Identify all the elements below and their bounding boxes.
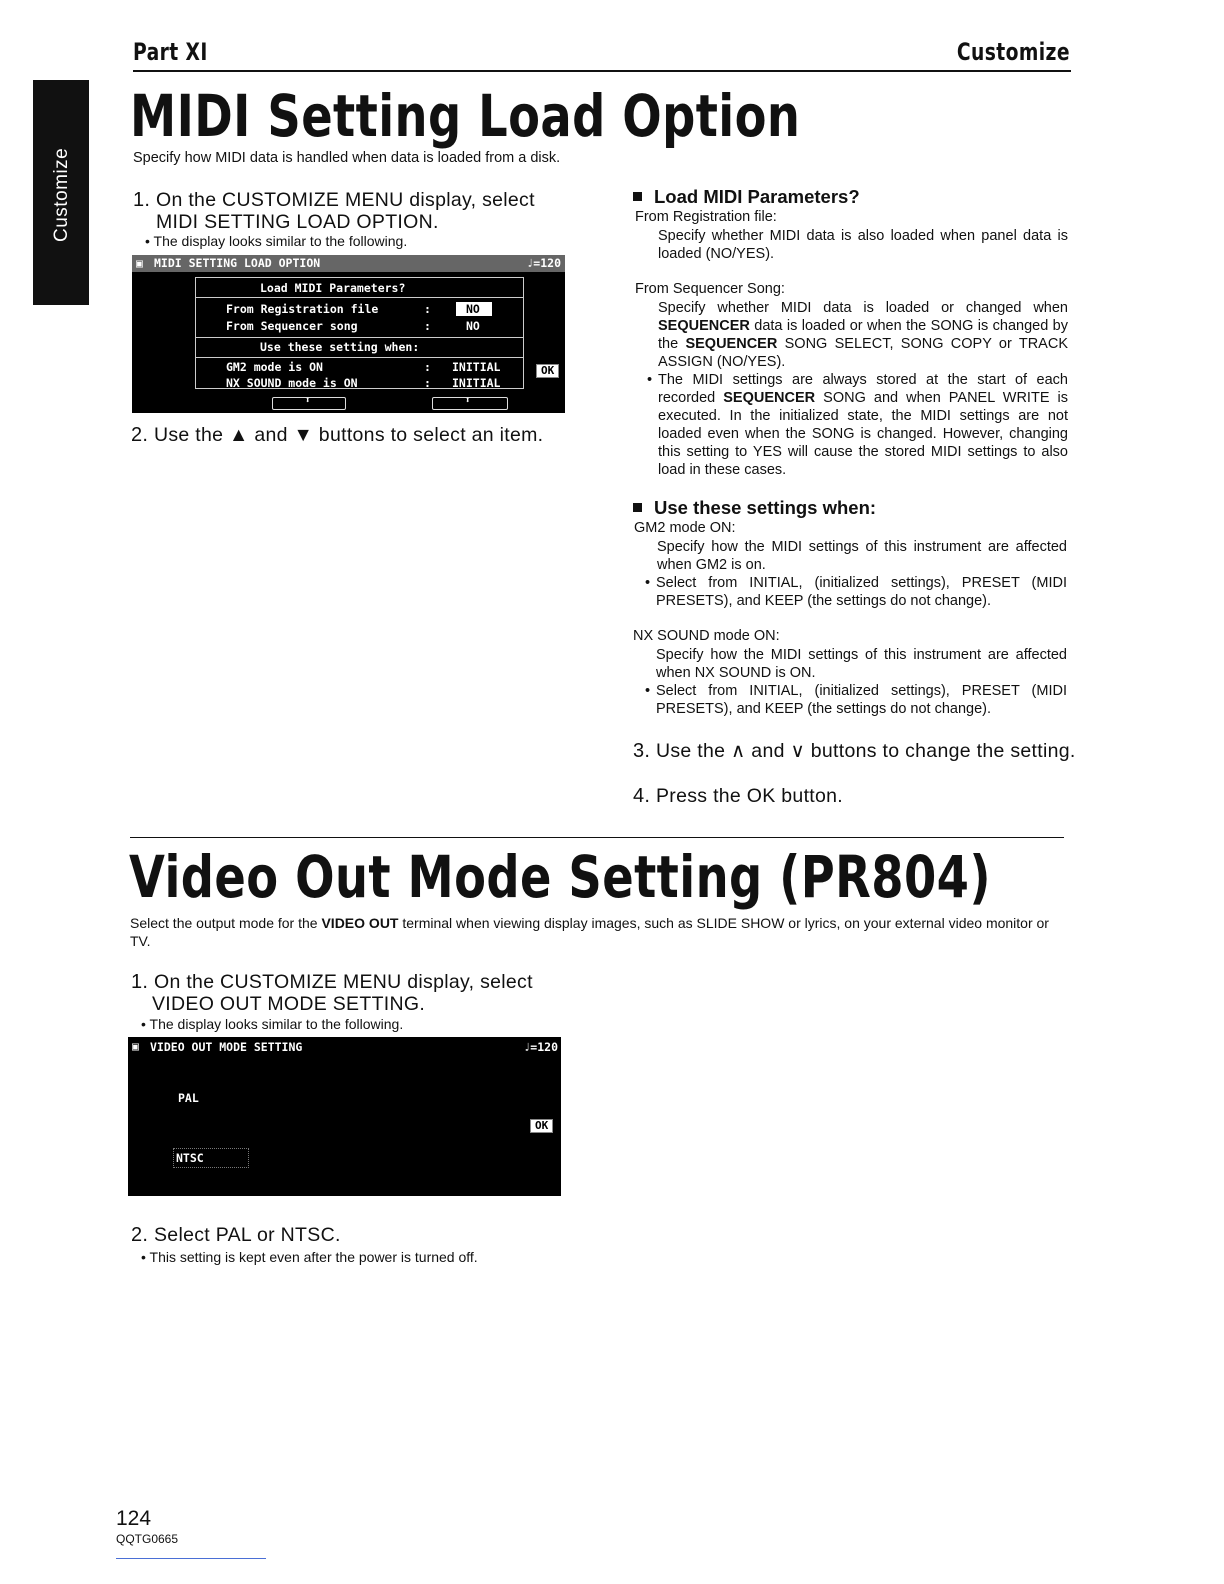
section-label: Customize — [956, 38, 1070, 66]
header-rule — [133, 70, 1071, 72]
gm2-mode-bullet: • Select from INITIAL, (initialized settings), PRESET (MIDI PRESETS), and KEEP (the settings do not change). — [645, 575, 1067, 609]
gm2-mode-label: GM2 mode ON: — [634, 520, 736, 536]
heading-text: Use these settings when: — [654, 497, 877, 518]
display-title-bar — [132, 255, 565, 272]
s1-step1-line2: MIDI SETTING LOAD OPTION. — [156, 211, 439, 233]
step-number: 2. — [131, 424, 149, 446]
divider — [196, 337, 523, 338]
change-value-button[interactable] — [432, 397, 508, 410]
registration-value[interactable]: NO — [456, 302, 492, 316]
nx-sound-text: Specify how the MIDI settings of this instrument are affected when NX SOUND is ON. — [656, 647, 1067, 681]
side-tab-label: Customize — [51, 147, 72, 242]
step-number: 1. — [131, 971, 149, 993]
registration-file-text: Specify whether MIDI data is also loaded when panel data is loaded (NO/YES). — [658, 228, 1068, 262]
colon: : — [424, 302, 431, 316]
video-out-mode-display — [128, 1037, 561, 1196]
colon: : — [424, 376, 431, 390]
gm2-mode-text: Specify how the MIDI settings of this instrument are affected when GM2 is on. — [657, 539, 1067, 573]
s2-step1 — [131, 971, 533, 993]
nx-sound-label: NX SOUND mode ON: — [633, 628, 780, 644]
disk-icon: ▣ — [136, 256, 143, 270]
heading-text: Load MIDI Parameters? — [654, 186, 860, 207]
tempo-readout: ♩=120 — [526, 256, 561, 270]
document-code: QQTG0665 — [116, 1532, 179, 1546]
display-title: MIDI SETTING LOAD OPTION — [154, 256, 321, 270]
s1-step3 — [633, 740, 1076, 762]
registration-file-label: From Registration file: — [635, 209, 777, 225]
up-down-button[interactable] — [272, 397, 346, 410]
side-tab — [33, 80, 89, 305]
ntsc-option[interactable]: NTSC — [173, 1148, 249, 1168]
registration-row-label[interactable]: From Registration file — [226, 302, 379, 316]
load-midi-parameters-heading — [633, 186, 860, 208]
step-text: Press the OK button. — [656, 785, 844, 807]
up-down-icon: ⬍ — [305, 396, 311, 406]
nx-sound-bullet: • Select from INITIAL, (initialized settings), PRESET (MIDI PRESETS), and KEEP (the settings do not change). — [645, 683, 1067, 717]
section-divider — [130, 837, 1064, 838]
section2-title: Video Out Mode Setting (PR804) — [129, 843, 991, 911]
ok-button[interactable]: OK — [536, 364, 559, 378]
step-text: Select PAL or NTSC. — [154, 1224, 341, 1246]
s1-step2 — [131, 424, 543, 446]
s1-step1-bullet: • The display looks similar to the following. — [145, 233, 408, 249]
square-bullet-icon — [633, 192, 642, 201]
s2-step1-line2: VIDEO OUT MODE SETTING. — [152, 993, 426, 1015]
step-text: Use the ▲ and ▼ buttons to select an item. — [154, 424, 544, 446]
s1-step1 — [133, 189, 535, 211]
divider — [196, 357, 523, 358]
colon: : — [424, 319, 431, 333]
s2-step1-bullet: • The display looks similar to the following. — [141, 1016, 404, 1032]
nx-row-label[interactable]: NX SOUND mode is ON — [226, 376, 358, 390]
s2-step2-bullet: • This setting is kept even after the power is turned off. — [141, 1249, 478, 1265]
step-text: On the CUSTOMIZE MENU display, select — [156, 189, 535, 211]
sequencer-song-text: Specify whether MIDI data is loaded or changed when SEQUENCER data is loaded or when the SONG is changed by the SEQUENCER SONG SELECT, SONG COPY or TRACK ASSIGN (NO/YES). — [658, 300, 1068, 370]
use-settings-header: Use these setting when: — [260, 340, 420, 354]
sequencer-value[interactable]: NO — [466, 319, 480, 333]
display-title: VIDEO OUT MODE SETTING — [150, 1040, 303, 1054]
section2-intro: Select the output mode for the VIDEO OUT terminal when viewing display images, such as SLIDE SHOW or lyrics, on your external video monitor or TV. — [130, 915, 1049, 949]
step-number: 3. — [633, 740, 651, 762]
section1-title: MIDI Setting Load Option — [130, 82, 801, 150]
disk-icon: ▣ — [132, 1039, 139, 1053]
step-text: Use the ∧ and ∨ buttons to change the setting. — [656, 740, 1076, 762]
s2-step2 — [131, 1224, 341, 1246]
divider — [196, 297, 523, 298]
sequencer-song-bullet: • The MIDI settings are always stored at the start of each recorded SEQUENCER SONG and when PANEL WRITE is executed. In the initialized state, the MIDI settings are not loaded even when the SONG is changed. However, changing this setting to YES will cause the stored MIDI settings to also load in these cases. — [647, 372, 1068, 478]
gm2-value[interactable]: INITIAL — [452, 360, 501, 374]
s1-step4 — [633, 785, 843, 807]
sequencer-song-label: From Sequencer Song: — [635, 281, 785, 297]
section1-intro: Specify how MIDI data is handled when data is loaded from a disk. — [133, 150, 561, 166]
step-text: On the CUSTOMIZE MENU display, select — [154, 971, 533, 993]
sequencer-row-label[interactable]: From Sequencer song — [226, 319, 358, 333]
midi-load-option-display — [132, 255, 565, 413]
step-number: 1. — [133, 189, 151, 211]
load-midi-header: Load MIDI Parameters? — [260, 281, 406, 295]
nx-value[interactable]: INITIAL — [452, 376, 501, 390]
parameter-box — [195, 277, 524, 389]
use-these-settings-heading — [633, 497, 876, 519]
step-number: 2. — [131, 1224, 149, 1246]
step-number: 4. — [633, 785, 651, 807]
square-bullet-icon — [633, 503, 642, 512]
change-value-icon: ⬍ — [465, 396, 471, 406]
colon: : — [424, 360, 431, 374]
footer-rule — [116, 1558, 266, 1559]
pal-option[interactable]: PAL — [178, 1091, 199, 1105]
tempo-readout: ♩=120 — [523, 1040, 558, 1054]
page-number: 124 — [116, 1507, 152, 1530]
ok-button[interactable]: OK — [530, 1119, 553, 1133]
part-label: Part XI — [133, 38, 208, 66]
gm2-row-label[interactable]: GM2 mode is ON — [226, 360, 323, 374]
